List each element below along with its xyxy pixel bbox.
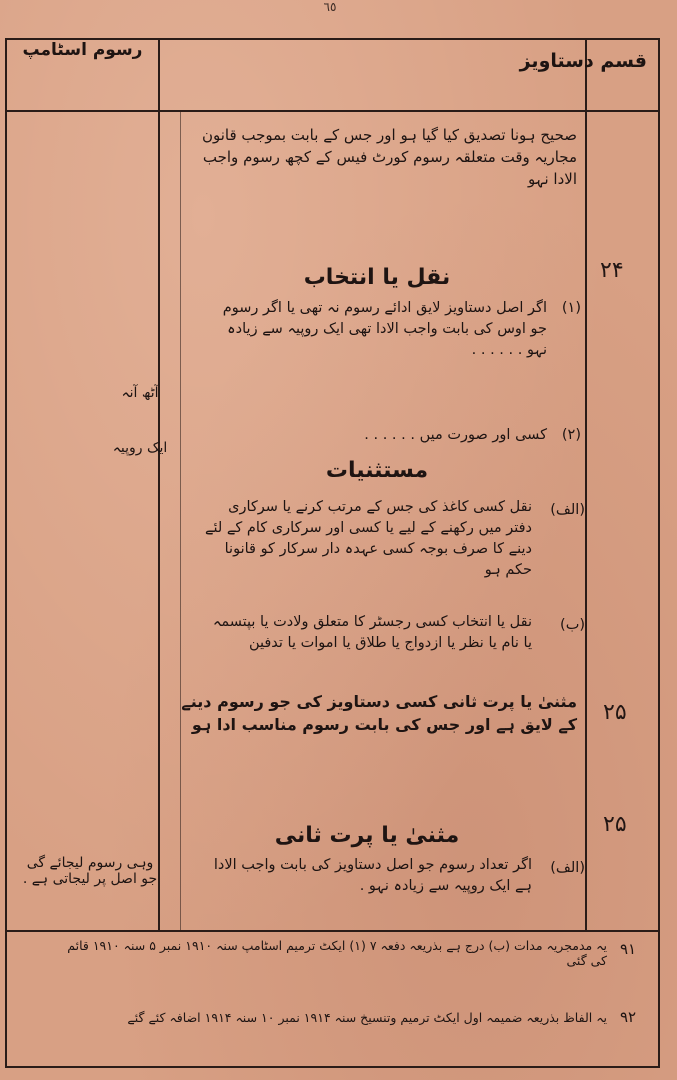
entry-description: مثنیٰ یا پرت ثانی کسی دستاویز کی جو رسوم دینے کے لایق ہے اور جس کی بابت رسوم مناسب ادا ہو [181, 692, 577, 735]
intro-paragraph: صحیح ہونا تصدیق کیا گیا ہو اور جس کے بابت بموجب قانون مجاریہ وقت متعلقہ رسوم کورٹ فیس کے کچھ رسوم واجب الادا نہو [201, 126, 577, 188]
column-header-stamp-fee: رسوم اسٹامپ [22, 40, 143, 60]
section-heading: نقل یا انتخاب [303, 265, 451, 290]
section-heading: مثنیٰ یا پرت ثانی [274, 823, 460, 848]
clause-text: اگر تعداد رسوم جو اصل دستاویز کی بابت واجب الادا ہے ایک روپیہ سے زیادہ نہو . [213, 857, 532, 895]
table-bottom-border [5, 1066, 660, 1068]
footnote-divider [5, 930, 660, 932]
number-column-divider [585, 38, 587, 930]
inner-fee-divider [180, 112, 181, 930]
clause-label: (۲) [561, 427, 581, 443]
clause-text: کسی اور صورت میں . . . . . . [364, 427, 547, 443]
clause-label: (ب) [560, 617, 585, 633]
clause-text: اگر اصل دستاویز لایق ادائے رسوم نہ تھی یا اگر رسوم جو اوس کی بابت واجب الادا تھی ایک روپیہ سے زیادہ نہو . . . . . . [222, 300, 547, 359]
footnote-number: ۹۱ [620, 940, 637, 958]
fee-value: آٹھ آنہ [121, 385, 159, 401]
section-heading: مستثنیات [325, 458, 429, 483]
fee-value: ایک روپیہ [112, 440, 168, 456]
header-divider [5, 110, 660, 112]
clause-label: (الف) [550, 860, 585, 876]
clause-label: (الف) [550, 502, 585, 518]
entry-number: ۲۵ [603, 700, 627, 725]
footnote-text: یہ مدمجریہ مدات (ب) درج ہے بذریعہ دفعہ ۷ (۱) ایکٹ ترمیم اسٹامپ سنہ ۱۹۱۰ نمبر ۵ سنہ ۱۹۱۰ قائم کی گئی [67, 938, 607, 968]
footnote-text: یہ الفاظ بذریعہ ضمیمہ اول ایکٹ ترمیم وتنسیخ سنہ ۱۹۱۴ نمبر ۱۰ سنہ ۱۹۱۴ اضافہ کئے گئے [127, 1010, 607, 1025]
column-header-document-type: قسم دستاویز [519, 50, 647, 72]
page-number: ٦٥ [323, 0, 337, 14]
entry-number: ۲۴ [600, 258, 624, 283]
clause-label: (۱) [561, 300, 581, 316]
fee-column-divider [158, 38, 160, 930]
clause-text: نقل کسی کاغذ کی جس کے مرتب کرنے یا سرکاری دفتر میں رکھنے کے لیے یا کسی اور سرکاری کام کے لئے دینے کا صرف بوجہ کسی عہدہ دار سرکار کو قانونا حکم ہو [204, 499, 532, 579]
table-right-border [658, 38, 660, 1068]
fee-value: وہی رسوم لیجائے گی جو اصل پر لیجاتی ہے . [22, 855, 158, 887]
clause-text: نقل یا انتخاب کسی رجسٹر کا متعلق ولادت یا بپتسمہ یا نام یا نظر یا ازدواج یا طلاق یا اموات یا تدفین [212, 614, 532, 652]
table-left-border [5, 38, 7, 1068]
entry-number: ۲۵ [603, 812, 627, 837]
footnote-number: ۹۲ [620, 1008, 637, 1026]
